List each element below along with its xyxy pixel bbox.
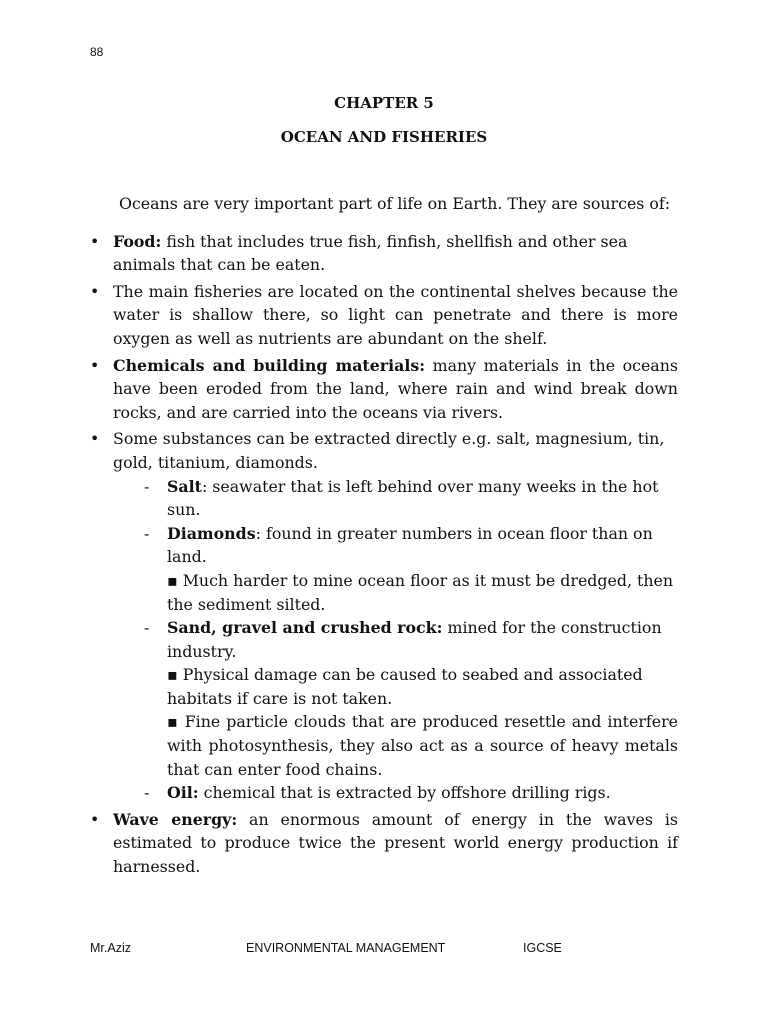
- intro-paragraph: Oceans are very important part of life on Earth. They are sources of:: [119, 194, 671, 213]
- bullet-icon: •: [90, 355, 100, 375]
- dash-icon: -: [144, 523, 150, 543]
- list-item-food: [90, 230, 678, 277]
- term-chemicals: Chemicals and building materials:: [113, 355, 426, 375]
- dash-icon: -: [144, 618, 150, 638]
- description-chemicals: many materials in the oceans have been eroded from the land, where rain and wind break down rocks, and are carried into the oceans via rivers.: [113, 355, 678, 422]
- sub-item-oil: [113, 781, 678, 805]
- footer-course: IGCSE: [523, 941, 562, 955]
- page-number: 88: [90, 45, 104, 59]
- sub-item-salt: [113, 475, 678, 522]
- bullet-icon: •: [90, 281, 100, 301]
- list-item-chemicals: [90, 354, 678, 425]
- term-diamonds: Diamonds: [167, 523, 256, 543]
- list-item-fisheries: [90, 280, 678, 351]
- list-item-wave-energy: [90, 808, 678, 879]
- note-sand-damage: ▪ Physical damage can be caused to seabed and associated habitats if care is not taken.: [167, 665, 643, 708]
- description-fisheries: The main fisheries are located on the continental shelves because the water is shallow there, so light can penetrate and there is more oxygen as well as nutrients are abundant on the shelf.: [113, 281, 678, 348]
- bullet-icon: •: [90, 231, 100, 251]
- note-sand-particles: ▪ Fine particle clouds that are produced resettle and interfere with photosynthesis, they also act as a source of heavy metals that can enter food chains.: [167, 712, 678, 779]
- sub-list: [113, 475, 678, 805]
- chapter-heading: CHAPTER 5: [334, 94, 434, 112]
- description-substances: Some substances can be extracted directly e.g. salt, magnesium, tin, gold, titanium, diamonds.: [113, 429, 665, 472]
- bullet-icon: •: [90, 809, 100, 829]
- description-sand: mined for the construction industry.: [167, 618, 662, 661]
- term-salt: Salt: [167, 476, 202, 496]
- bullet-icon: •: [90, 429, 100, 449]
- document-body: [90, 192, 678, 882]
- description-oil: chemical that is extracted by offshore drilling rigs.: [198, 783, 611, 803]
- footer-subject: ENVIRONMENTAL MANAGEMENT: [246, 941, 446, 955]
- description-wave-energy: an enormous amount of energy in the waves is estimated to produce twice the present world energy production if harnessed.: [113, 809, 678, 877]
- list-item-substances: [90, 427, 678, 805]
- term-food: Food:: [113, 231, 162, 251]
- sub-item-sand: [113, 616, 678, 781]
- term-wave-energy: Wave energy:: [113, 809, 238, 829]
- dash-icon: -: [144, 783, 150, 803]
- sub-item-diamonds: [113, 522, 678, 616]
- bullet-list: [90, 230, 678, 879]
- description-food: fish that includes true fish, finfish, shellfish and other sea animals that can be eaten.: [113, 231, 628, 275]
- term-oil: Oil:: [167, 783, 199, 803]
- dash-icon: -: [144, 476, 150, 496]
- description-salt: : seawater that is left behind over many weeks in the hot sun.: [167, 476, 659, 520]
- chapter-title: OCEAN AND FISHERIES: [280, 128, 488, 146]
- footer-author: Mr.Aziz: [90, 941, 131, 955]
- note-diamonds-mining: ▪ Much harder to mine ocean floor as it must be dredged, then the sediment silted.: [167, 570, 674, 614]
- description-diamonds: : found in greater numbers in ocean floor than on land.: [167, 523, 653, 567]
- term-sand: Sand, gravel and crushed rock:: [167, 618, 443, 638]
